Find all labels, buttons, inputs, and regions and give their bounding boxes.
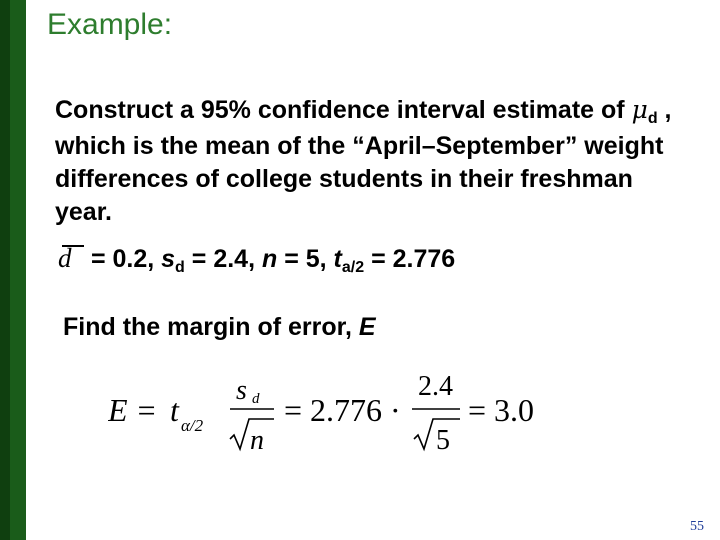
n-symbol: n — [261, 245, 278, 273]
given-values — [58, 243, 455, 274]
left-sidebar-edge — [0, 0, 10, 540]
formula-num2: 2.4 — [418, 371, 453, 402]
formula-eq1: = 2.776 · — [284, 392, 401, 428]
n-value: = 5, — [277, 245, 334, 273]
formula-t: t — [170, 392, 179, 428]
margin-of-error-formula — [108, 365, 568, 461]
slide-title: Example: — [47, 8, 173, 41]
formula-alpha-subscript: α/2 — [181, 416, 204, 435]
formula-lhs: E = — [108, 392, 158, 428]
t-value: = 2.776 — [364, 245, 456, 273]
find-text: Find the margin of error, — [63, 313, 359, 341]
formula-result: = 3.0 — [468, 392, 535, 428]
mu-symbol: μ — [631, 95, 648, 124]
find-margin-line — [63, 313, 376, 342]
sd-value: = 2.4, — [184, 245, 262, 273]
d-bar-symbol: d — [58, 243, 84, 274]
mu-subscript: d — [647, 110, 658, 127]
d-bar-value: = 0.2, — [84, 245, 162, 273]
sd-symbol: s — [161, 245, 176, 273]
problem-text-part1: Construct a 95% confidence interval estimate of — [55, 96, 632, 124]
sd-subscript: d — [175, 259, 185, 276]
t-subscript: a/2 — [341, 259, 365, 276]
formula-den2: 5 — [436, 425, 450, 456]
problem-text-part2: , which is the mean of the “April–September” weight differences of college students in their freshman year. — [55, 96, 672, 226]
problem-statement — [55, 93, 695, 229]
t-symbol: t — [333, 245, 342, 273]
formula-num-sub: d — [252, 391, 260, 407]
find-e-symbol: E — [358, 313, 376, 341]
formula-den-n: n — [250, 425, 264, 456]
page-number: 55 — [690, 519, 704, 534]
formula-num-s: s — [236, 375, 247, 406]
